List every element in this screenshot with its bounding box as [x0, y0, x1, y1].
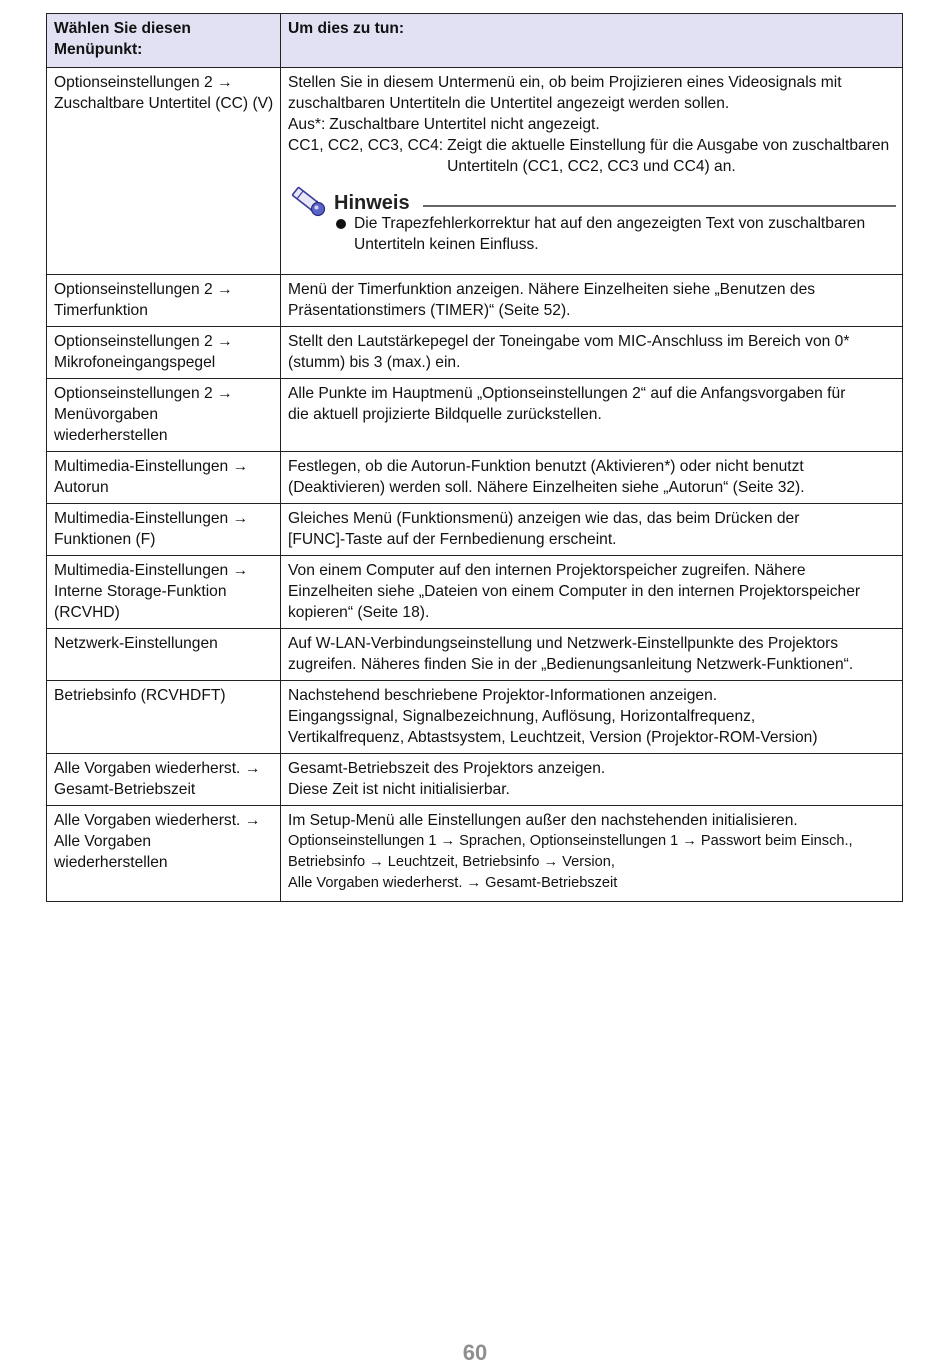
- description-line: die aktuell projizierte Bildquelle zurückstellen.: [288, 406, 602, 423]
- description-line: Gleiches Menü (Funktionsmenü) anzeigen wie das, das beim Drücken der: [288, 510, 800, 527]
- description-line: Von einem Computer auf den internen Projektorspeicher zugreifen. Nähere: [288, 562, 806, 579]
- menu-path-line: Betriebsinfo (RCVHDFT): [54, 687, 226, 704]
- menu-path-line: Optionseinstellungen 2 →: [54, 74, 233, 91]
- description-line: Nachstehend beschriebene Projektor-Informationen anzeigen.: [288, 687, 718, 704]
- menu-path-line: Mikrofoneingangspegel: [54, 354, 216, 371]
- description-line: [FUNC]-Taste auf der Fernbedienung erscheint.: [288, 531, 617, 548]
- description-line: Diese Zeit ist nicht initialisierbar.: [288, 781, 510, 798]
- menu-path-line: wiederherstellen: [54, 427, 168, 444]
- header-action-text: Um dies zu tun:: [288, 20, 405, 37]
- page-number: 60: [462, 1340, 488, 1365]
- description-line: zuschaltbaren Untertiteln die Untertitel angezeigt werden sollen.: [288, 95, 730, 112]
- menu-cell: [47, 556, 281, 629]
- menu-path-line: (RCVHD): [54, 604, 120, 621]
- table-row: [47, 68, 903, 275]
- description-line: Betriebsinfo → Leuchtzeit, Betriebsinfo → Version,: [288, 854, 615, 870]
- menu-path-line: Gesamt-Betriebszeit: [54, 781, 196, 798]
- menu-path-line: Menüvorgaben: [54, 406, 159, 423]
- header-action: [281, 14, 903, 68]
- menu-path-line: Optionseinstellungen 2 →: [54, 333, 233, 350]
- description-line: Menü der Timerfunktion anzeigen. Nähere Einzelheiten siehe „Benutzen des: [288, 281, 816, 298]
- description-cell: [281, 556, 903, 629]
- description-cell: [281, 327, 903, 379]
- hint-title: Hinweis: [334, 192, 410, 214]
- menu-path-line: Autorun: [54, 479, 109, 496]
- table-row: [47, 275, 903, 327]
- description-line: Präsentationstimers (TIMER)“ (Seite 52).: [288, 302, 571, 319]
- description-line: Alle Punkte im Hauptmenü „Optionseinstellungen 2“ auf die Anfangsvorgaben für: [288, 385, 846, 402]
- description-cell: [281, 275, 903, 327]
- description-line: Gesamt-Betriebszeit des Projektors anzeigen.: [288, 760, 606, 777]
- menu-cell: [47, 629, 281, 681]
- pencil-hint-icon: [290, 185, 330, 219]
- description-line: Eingangssignal, Signalbezeichnung, Auflösung, Horizontalfrequenz,: [288, 708, 756, 725]
- menu-path-line: Multimedia-Einstellungen →: [54, 458, 249, 475]
- menu-path-line: Interne Storage-Funktion: [54, 583, 227, 600]
- option-description: Zeigt die aktuelle Einstellung für die Ausgabe von zuschaltbaren Untertiteln (CC1, CC2, CC3 und CC4) an.: [447, 137, 890, 175]
- option-term: Aus*:: [288, 116, 326, 133]
- description-cell: [281, 452, 903, 504]
- description-cell: [281, 379, 903, 452]
- description-cell: [281, 504, 903, 556]
- menu-path-line: Alle Vorgaben wiederherst. →: [54, 812, 261, 829]
- table-row: [47, 681, 903, 754]
- description-line: zugreifen. Näheres finden Sie in der „Bedienungsanleitung Netzwerk-Funktionen“.: [288, 656, 854, 673]
- description-line: Stellt den Lautstärkepegel der Toneingabe vom MIC-Anschluss im Bereich von 0*: [288, 333, 850, 350]
- description-line: Einzelheiten siehe „Dateien von einem Computer in den internen Projektorspeicher: [288, 583, 861, 600]
- description-line: Festlegen, ob die Autorun-Funktion benutzt (Aktivieren*) oder nicht benutzt: [288, 458, 804, 475]
- menu-cell: [47, 452, 281, 504]
- hint-text: Die Trapezfehlerkorrektur hat auf den angezeigten Text von zuschaltbaren Untertiteln keinen Einfluss.: [354, 215, 866, 253]
- description-line: Im Setup-Menü alle Einstellungen außer den nachstehenden initialisieren.: [288, 812, 798, 829]
- table-row: [47, 754, 903, 806]
- header-menu-item: [47, 14, 281, 68]
- description-line: Optionseinstellungen 1 → Sprachen, Optionseinstellungen 1 → Passwort beim Einsch.,: [288, 833, 853, 849]
- table-row: [47, 556, 903, 629]
- description-line: Alle Vorgaben wiederherst. → Gesamt-Betriebszeit: [288, 875, 618, 891]
- description-cell: [281, 629, 903, 681]
- menu-path-line: Netzwerk-Einstellungen: [54, 635, 218, 652]
- description-line: (Deaktivieren) werden soll. Nähere Einzelheiten siehe „Autorun“ (Seite 32).: [288, 479, 805, 496]
- description-cell: [281, 754, 903, 806]
- description-line: Stellen Sie in diesem Untermenü ein, ob beim Projizieren eines Videosignals mit: [288, 74, 842, 91]
- menu-cell: [47, 379, 281, 452]
- menu-path-line: Alle Vorgaben wiederherst. →: [54, 760, 261, 777]
- table-row: [47, 504, 903, 556]
- table-header-row: [47, 14, 903, 68]
- menu-cell: [47, 275, 281, 327]
- description-cell: [281, 681, 903, 754]
- menu-cell: [47, 681, 281, 754]
- description-line: (stumm) bis 3 (max.) ein.: [288, 354, 461, 371]
- option-definition: [288, 114, 896, 135]
- menu-table: [46, 13, 903, 902]
- menu-path-line: Optionseinstellungen 2 →: [54, 385, 233, 402]
- header-menu-item-line: Menüpunkt:: [54, 41, 143, 58]
- menu-cell: [47, 327, 281, 379]
- menu-cell: [47, 754, 281, 806]
- header-menu-item-line: Wählen Sie diesen: [54, 20, 191, 37]
- menu-cell: [47, 504, 281, 556]
- description-cell: [281, 68, 903, 275]
- menu-path-line: Multimedia-Einstellungen →: [54, 510, 249, 527]
- table-row: [47, 379, 903, 452]
- menu-path-line: wiederherstellen: [54, 854, 168, 871]
- bullet-icon: [336, 219, 346, 229]
- menu-path-line: Alle Vorgaben: [54, 833, 152, 850]
- hint-box: [288, 177, 896, 269]
- hint-divider: [423, 205, 896, 207]
- menu-cell: [47, 806, 281, 902]
- description-cell: [281, 806, 903, 902]
- menu-path-line: Zuschaltbare Untertitel (CC) (V): [54, 95, 274, 112]
- menu-path-line: Optionseinstellungen 2 →: [54, 281, 233, 298]
- menu-path-line: Multimedia-Einstellungen →: [54, 562, 249, 579]
- table-row: [47, 327, 903, 379]
- option-term: CC1, CC2, CC3, CC4:: [288, 137, 444, 154]
- description-line: kopieren“ (Seite 18).: [288, 604, 430, 621]
- menu-cell: [47, 68, 281, 275]
- menu-path-line: Timerfunktion: [54, 302, 148, 319]
- menu-path-line: Funktionen (F): [54, 531, 156, 548]
- table-row: [47, 452, 903, 504]
- description-line: Vertikalfrequenz, Abtastsystem, Leuchtzeit, Version (Projektor-ROM-Version): [288, 729, 818, 746]
- description-line: Auf W-LAN-Verbindungseinstellung und Netzwerk-Einstellpunkte des Projektors: [288, 635, 839, 652]
- option-description: Zuschaltbare Untertitel nicht angezeigt.: [329, 116, 600, 133]
- option-definition: [288, 135, 896, 177]
- table-row: [47, 806, 903, 902]
- table-row: [47, 629, 903, 681]
